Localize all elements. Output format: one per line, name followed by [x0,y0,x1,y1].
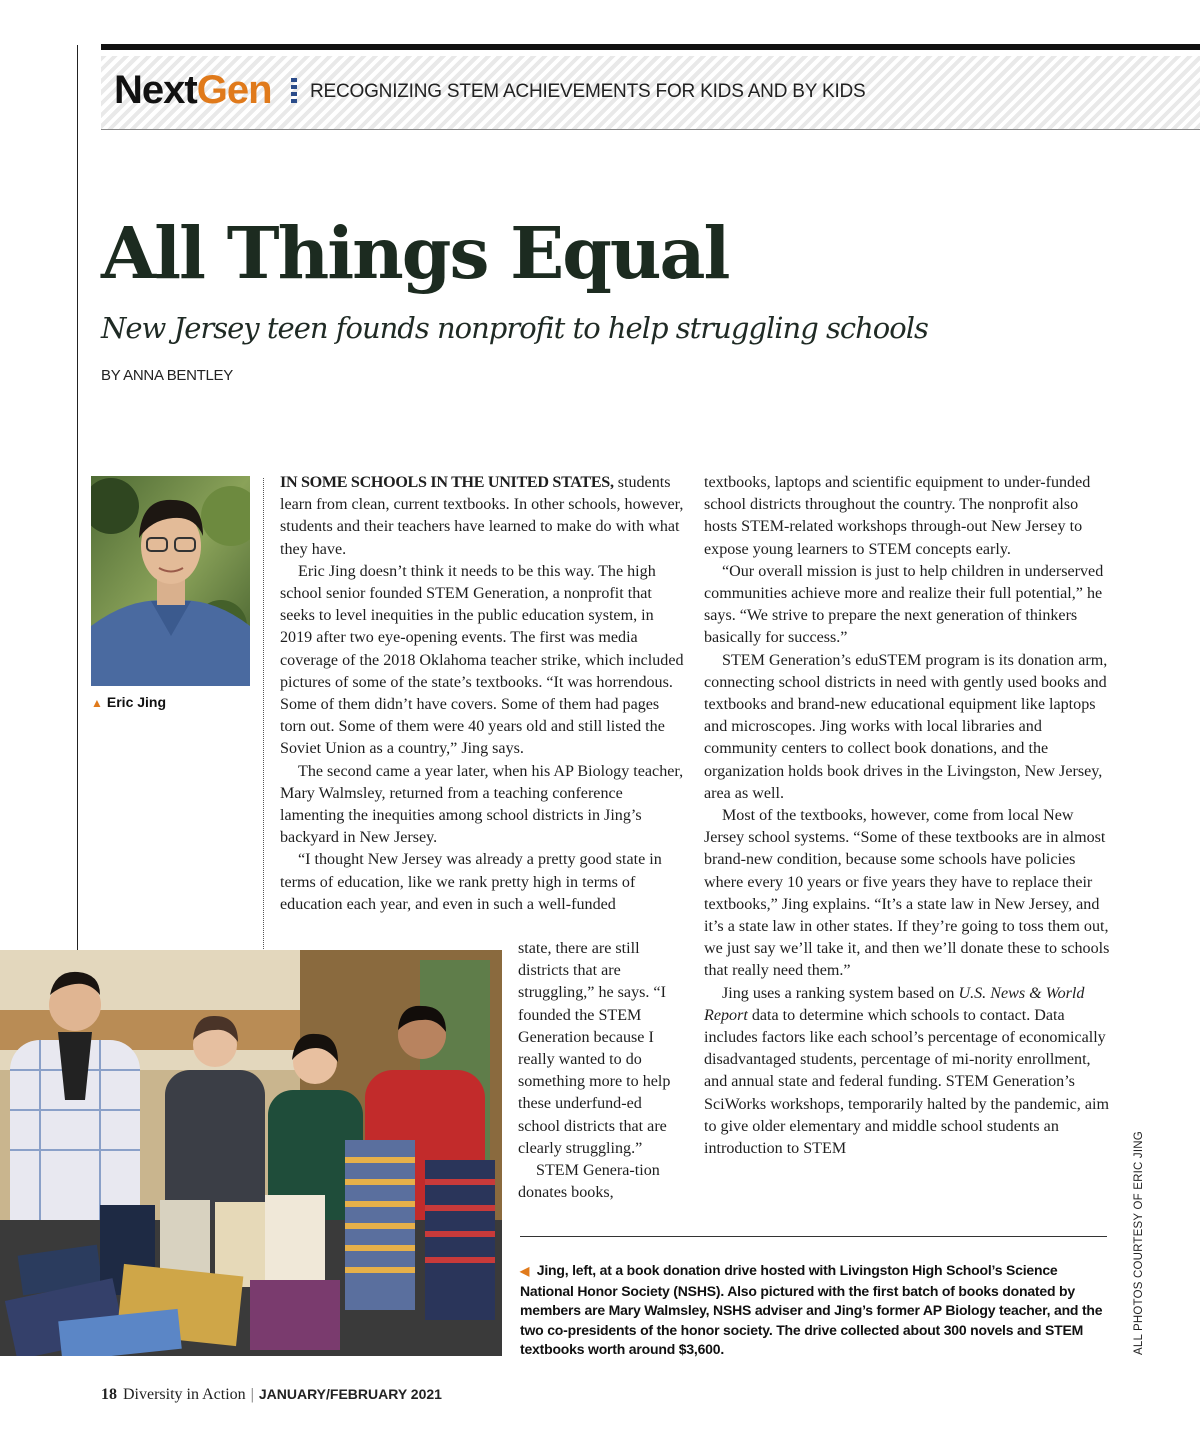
book-drive-image [0,950,502,1356]
article-dek: New Jersey teen founds nonprofit to help struggling schools [101,311,928,345]
section-tagline: RECOGNIZING STEM ACHIEVEMENTS FOR KIDS AND BY KIDS [310,81,866,102]
body-column-2 [704,472,1110,1160]
body-paragraph: Eric Jing doesn’t think it needs to be this way. The high school senior founded STEM Generation, a nonprofit that seeks to level inequities in the public education system, in 2019 after two eye-opening events. The first was media coverage of the 2018 Oklahoma teacher strike, which included pictures of some of the state’s textbooks. “It was horrendous. Some of them didn’t have covers. Some of them had pages torn out. Some of them were 40 years old and still listed the Soviet Union as a country,” Jing says. [280,562,684,758]
body-column-1-continued [518,938,684,1204]
body-paragraph: textbooks, laptops and scientific equipment to under-funded school districts throughout the country. The nonprofit also hosts STEM-related workshops through-out New Jersey to expose young learners to STEM concepts early. [704,474,1091,558]
section-logo: NextGen [114,68,272,112]
portrait-photo [91,476,250,686]
left-margin-rule [77,45,78,950]
body-paragraph: The second came a year later, when his AP Biology teacher, Mary Walmsley, returned from a teaching conference lamenting the inequities among school districts in Jing’s backyard in New Jersey. [280,762,684,847]
issue-date: JANUARY/FEBRUARY 2021 [258,1386,442,1402]
article-byline: BY ANNA BENTLEY [101,367,233,384]
logo-separator-dots [291,78,297,104]
header-top-rule [101,44,1200,50]
body-paragraph: Most of the textbooks, however, come from local New Jersey school systems. “Some of these textbooks are in almost brand-new condition, because some schools have policies where every 10 years or five years they have to replace their textbooks,” Jing explains. “It’s a state law in New Jersey, and it’s a state law in other states. If they’re going to toss them out, we just say we’ll take it, and then we’ll donate these to schools that really need them.” [704,807,1110,980]
lead-in: IN SOME SCHOOLS IN THE UNITED STATES, [280,474,614,491]
caption-rule [520,1236,1107,1237]
page-footer [101,1383,442,1406]
caption-arrow-up-icon: ▲ [91,696,103,710]
caption-arrow-left-icon: ◀ [520,1264,530,1278]
article-headline: All Things Equal [101,211,729,295]
photo-credit: ALL PHOTOS COURTESY OF ERIC JING [1133,1131,1145,1355]
portrait-caption: ▲ Eric Jing [91,694,167,710]
body-paragraph: “I thought New Jersey was already a pretty good state in terms of education, like we rank pretty high in terms of education each year, and even in such a well-funded [280,851,662,913]
column-dotted-rule [263,478,264,953]
portrait-image [91,476,250,686]
magazine-name: Diversity in Action [123,1386,246,1403]
body-paragraph: Jing uses a ranking system based on U.S. News & World Report data to determine which schools to contact. Data includes factors like each school’s percentage of economically disadvantaged students, percentage of mi-nority enrollment, and annual state and federal funding. STEM Generation’s SciWorks workshops, temporarily halted by the pandemic, aim to give older elementary and middle school students an introduction to STEM [704,984,1109,1158]
body-paragraph: “Our overall mission is just to help children in underserved communities achieve more and realize their full potential,” he says. “We strive to prepare the next generation of thinkers basically for success.” [704,562,1104,647]
body-paragraph: STEM Generation’s eduSTEM program is its donation arm, connecting school districts in need with gently used books and textbooks and brand-new educational equipment like laptops and microscopes. Jing works with local libraries and community centers to collect book donations, and the organization holds book drives in the Livingston, New Jersey, area as well. [704,651,1108,802]
body-paragraph: IN SOME SCHOOLS IN THE UNITED STATES, students learn from clean, current textbooks. In other schools, however, students and their teachers have learned to make do with what they have. [280,474,684,558]
body-column-1 [280,472,684,916]
footer-separator: | [250,1386,254,1403]
book-drive-caption: ◀ Jing, left, at a book donation drive hosted with Livingston High School’s Science National Honor Society (NSHS). Also pictured with the first batch of books donated by members are Mary Walmsley, NSHS adviser and Jing’s former AP Biology teacher, and the two co-presidents of the honor society. The drive collected about 300 novels and STEM textbooks worth around $3,600. [520,1262,1103,1357]
body-paragraph: state, there are still districts that are struggling,” he says. “I founded the STEM Generation because I really wanted to do something more to help these underfund-ed school districts that are clearly struggling.” [518,940,671,1157]
page-number: 18 [101,1386,117,1403]
book-drive-photo [0,950,502,1356]
body-paragraph: STEM Genera-tion donates books, [518,1162,660,1202]
